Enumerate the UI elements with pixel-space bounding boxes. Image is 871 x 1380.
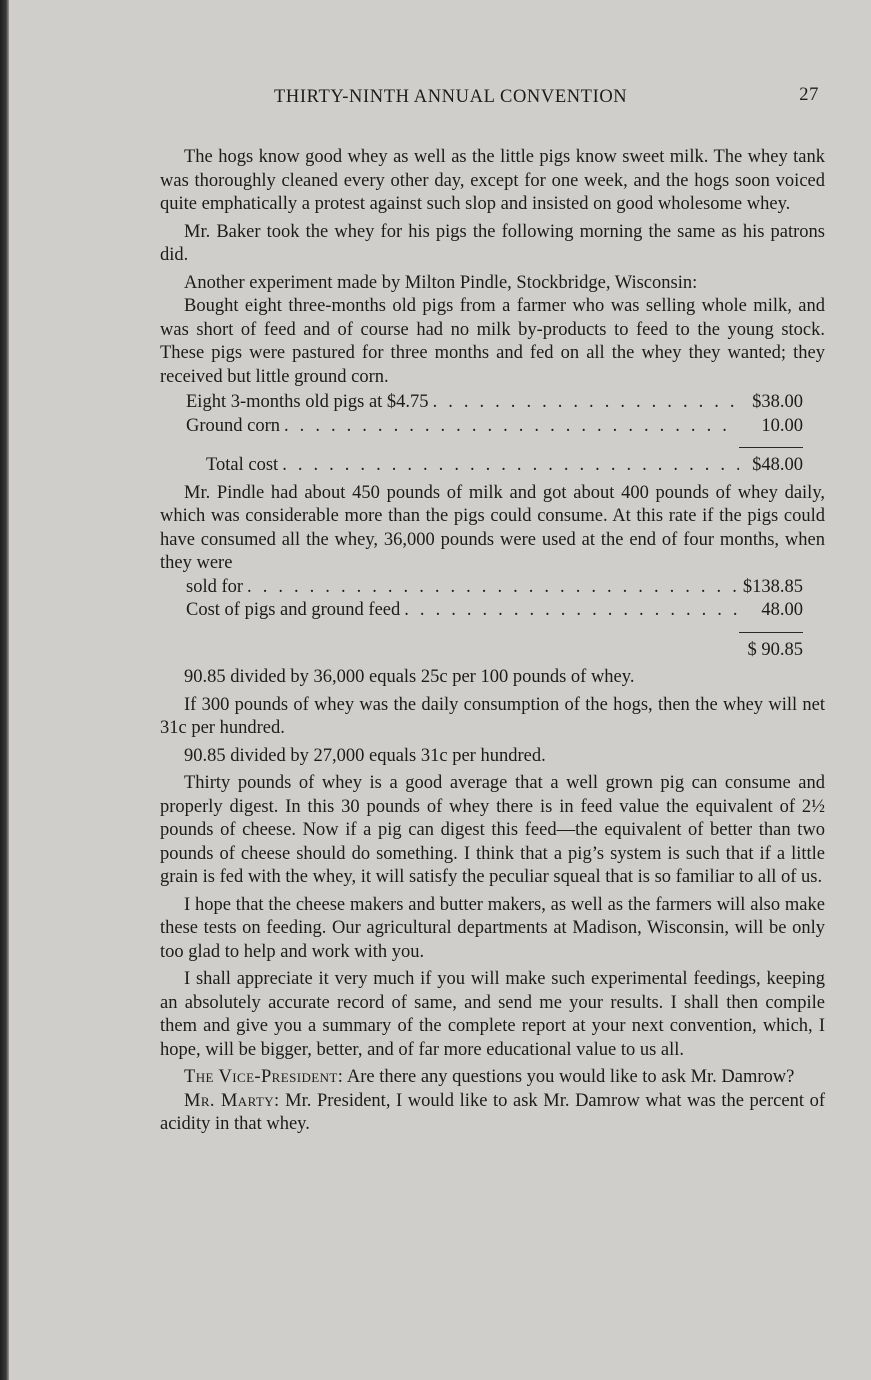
ledger-amount: $138.85 — [742, 576, 803, 597]
ledger-label: Ground corn — [186, 415, 281, 436]
document-page — [160, 82, 825, 1137]
book-spine-edge — [0, 0, 9, 1380]
paragraph: Thirty pounds of whey is a good average that a well grown pig can consume and properly digest. In this 30 pounds of whey there is in feed value the equivalent of 2½ pounds of cheese. Now if a pig can digest this feed—the equivalent of better than two pounds of cheese should do something. I think that a pig’s system is such that if a little grain is fed with the whey, it will satisfy the peculiar squeal that is so familiar to all of us. — [160, 773, 825, 887]
paragraph: Bought eight three-months old pigs from a farmer who was selling whole milk, and was short of feed and of course had no milk by-products to feed to the young stock. These pigs were pastured for three months and fed on all the whey they wanted; they received but little ground corn. — [160, 296, 825, 387]
sales-ledger — [160, 576, 825, 663]
ledger-net-amount: $ 90.85 — [747, 639, 803, 660]
ledger-row — [160, 415, 825, 439]
leader-dots — [247, 576, 739, 600]
dialogue-line — [160, 1066, 825, 1090]
page-number: 27 — [799, 85, 819, 105]
paragraph: If 300 pounds of whey was the daily consumption of the hogs, then the whey will net 31c per hundred. — [160, 694, 825, 738]
paragraph: I shall appreciate it very much if you will make such experimental feedings, keeping an absolutely accurate record of same, and send me your results. I shall then compile them and give you a summary of the complete report at your next convention, which, I hope, will be bigger, better, and of far more educational value to us all. — [160, 969, 825, 1060]
paragraph: The hogs know good whey as well as the little pigs know sweet milk. The whey tank was thoroughly cleaned every other day, except for one week, and the hogs soon voiced quite emphatically a protest against such slop and insisted on good wholesome whey. — [160, 147, 825, 214]
paragraph: Mr. Pindle had about 450 pounds of milk and got about 400 pounds of whey daily, which was considerable more than the pigs could consume. At this rate if the pigs could have consumed all the whey, 36,000 pounds were used at the end of four months, when they were — [160, 482, 825, 573]
leader-dots — [433, 391, 739, 415]
dialogue-text: Mr. President, I would like to ask Mr. Damrow what was the percent of acidity in that whey. — [160, 1090, 825, 1134]
speaker-name: The Vice-President: — [184, 1067, 344, 1087]
paragraph: 90.85 divided by 27,000 equals 31c per hundred. — [184, 745, 546, 766]
ledger-total-label: Total cost — [206, 455, 279, 475]
ledger-total-row — [160, 454, 825, 478]
sum-rule — [739, 632, 803, 633]
ledger-row — [160, 391, 825, 415]
sum-rule — [739, 447, 803, 448]
ledger-amount: 10.00 — [761, 415, 803, 436]
ledger-label: Cost of pigs and ground feed — [186, 600, 401, 620]
ledger-row — [160, 599, 825, 623]
ledger-amount: $38.00 — [752, 392, 803, 412]
cost-ledger — [160, 391, 825, 478]
ledger-amount: 48.00 — [761, 600, 803, 620]
leader-dots — [404, 599, 739, 623]
paragraph: Another experiment made by Milton Pindle, Stockbridge, Wisconsin: — [184, 272, 698, 293]
header-title: THIRTY-NINTH ANNUAL CONVENTION — [274, 87, 628, 107]
ledger-label: Eight 3-months old pigs at $4.75 — [186, 392, 429, 412]
running-header — [160, 82, 825, 112]
speaker-name: Mr. Marty: — [184, 1090, 280, 1111]
paragraph: 90.85 divided by 36,000 equals 25c per 100 pounds of whey. — [184, 667, 635, 687]
ledger-row — [160, 576, 825, 600]
dialogue-line — [160, 1090, 825, 1137]
leader-dots — [282, 454, 739, 478]
ledger-label: sold for — [186, 576, 244, 597]
leader-dots — [284, 415, 739, 439]
ledger-total-amount: $48.00 — [752, 455, 803, 475]
paragraph: I hope that the cheese makers and butter makers, as well as the farmers will also make these tests on feeding. Our agricultural departments at Madison, Wisconsin, will be only too glad to help and work with you. — [160, 894, 825, 962]
dialogue-text: Are there any questions you would like to ask Mr. Damrow? — [346, 1067, 795, 1087]
paragraph: Mr. Baker took the whey for his pigs the following morning the same as his patrons did. — [160, 221, 825, 265]
